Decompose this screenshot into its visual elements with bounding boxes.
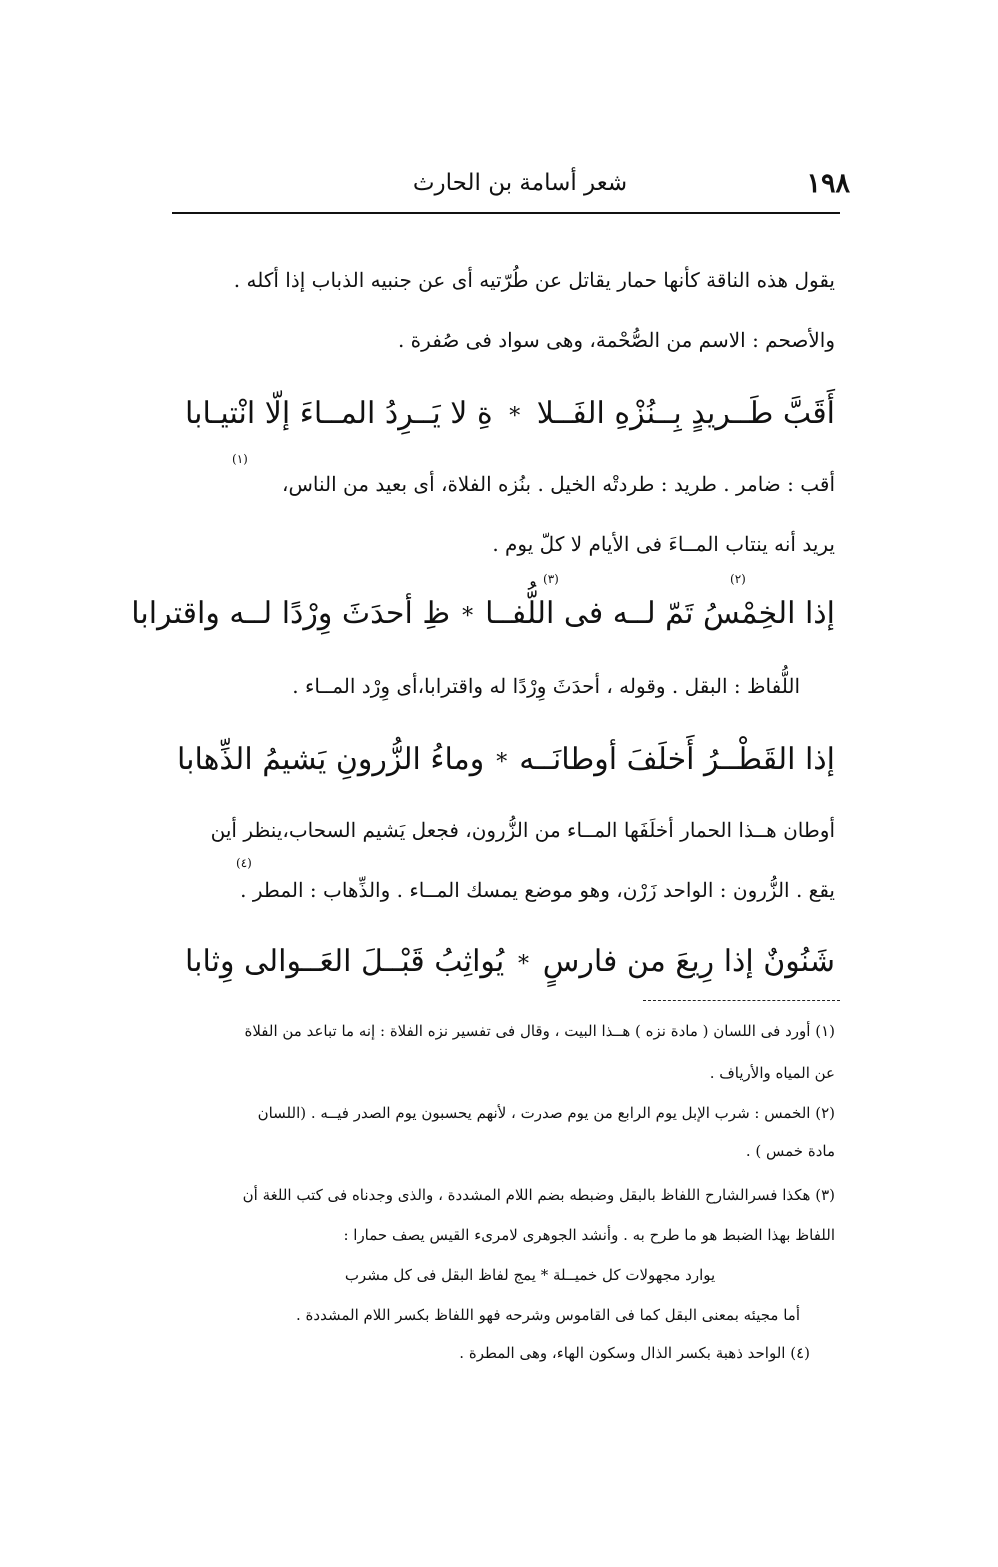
- commentary-line-3: أقب : ضامر . طريد : طردتْه الخيل . بنُزه الفلاة، أى بعيد من الناس،: [282, 472, 835, 496]
- footnote-3-line-1: (٣) هكذا فسرالشارح اللفاظ بالبقل وضبطه بضم اللام المشددة ، والذى وجدناه فى كتب اللغة أن: [242, 1186, 835, 1204]
- commentary-line-1: يقول هذه الناقة كأنها حمار يقاتل عن طُرّتيه أى عن جنبيه الذباب إذا أكله .: [233, 268, 835, 292]
- verse-separator: *: [462, 604, 474, 629]
- verse-1: [185, 396, 835, 431]
- header-rule: [172, 212, 840, 214]
- commentary-line-5: اللُّفاظ : البقل . وقوله ، أحدَثَ وِرْدًا له واقترابا،أى وِرْد المــاء .: [292, 674, 800, 698]
- footnote-1-line-2: عن المياه والأرياف .: [709, 1064, 835, 1082]
- note-mark-1: (١): [232, 452, 248, 466]
- footnote-2-line-1: (٢) الخمس : شرب الإبل يوم الرابع من يوم صدرت ، لأنهم يحسبون يوم الصدر فيــه . (اللسان: [257, 1104, 835, 1122]
- verse-separator: *: [509, 404, 521, 429]
- page-number: ١٩٨: [806, 168, 850, 199]
- verse-2-first-hemistich: إذا الخِمْسُ تَمّ لــه فى اللُّفــا: [485, 596, 835, 631]
- verse-3-first-hemistich: إذا القَطْــرُ أَخلَفَ أوطانَــه: [519, 742, 835, 777]
- commentary-line-2: والأصحم : الاسم من الصُّحْمة، وهى سواد فى صُفرة .: [397, 328, 835, 352]
- footnote-2-line-2: مادة خمس ) .: [745, 1142, 835, 1160]
- verse-1-first-hemistich: أَقَبَّ طَــريدٍ بِــنُزْهِ الفَــلا: [536, 396, 835, 431]
- verse-2-second-hemistich: ظِ أحدَثَ وِرْدًا لــه واقترابا: [131, 596, 451, 631]
- footnote-3-verse: يوارد مجهولات كل خميــلة * يمج لفاظ البقل فى كل مشرب: [344, 1266, 716, 1284]
- commentary-line-6: أوطان هــذا الحمار أخلَفَها المــاء من الزُّرون، فجعل يَشيم السحاب،ينظر أين: [210, 818, 835, 842]
- note-mark-3: (٣): [543, 572, 559, 586]
- commentary-line-7: يقع . الزُّرون : الواحد زَرْن، وهو موضع يمسك المــاء . والذِّهاب : المطر .: [240, 878, 835, 902]
- verse-separator: *: [518, 952, 530, 977]
- note-mark-4: (٤): [236, 856, 252, 870]
- commentary-line-4: يريد أنه ينتاب المــاءَ فى الأيام لا كلّ يوم .: [492, 532, 835, 556]
- footnote-3-line-3: أما مجيئه بمعنى البقل كما فى القاموس وشرحه فهو اللفاظ بكسر اللام المشددة .: [296, 1306, 800, 1324]
- note-mark-2: (٢): [730, 572, 746, 586]
- verse-4: [185, 944, 835, 979]
- footnote-3-line-2: اللفاظ بهذا الضبط هو ما طرح به . وأنشد الجوهرى لامرىء القيس يصف حمارا :: [343, 1226, 835, 1244]
- footnote-4: (٤) الواحد ذهبة بكسر الذال وسكون الهاء، وهى المطرة .: [459, 1344, 810, 1362]
- footnote-1-line-1: (١) أورد فى اللسان ( مادة نزه ) هــذا البيت ، وقال فى تفسير نزه الفلاة : إنه ما تباعد من الفلاة: [244, 1022, 835, 1040]
- verse-3-second-hemistich: وماءُ الزُّرونِ يَشيمُ الذِّهابا: [176, 742, 485, 777]
- verse-3: [176, 742, 835, 777]
- verse-4-first-hemistich: شَنُونٌ إذا رِيعَ من فارسٍ: [542, 944, 835, 979]
- verse-separator: *: [496, 750, 508, 775]
- footnote-rule: [643, 1000, 840, 1001]
- verse-1-second-hemistich: ةِ لا يَــرِدُ المــاءَ إلّا انْتيـابا: [185, 396, 493, 431]
- verse-2: [131, 596, 835, 631]
- verse-4-second-hemistich: يُواثِبُ قَبْــلَ العَــوالى وِثابا: [185, 944, 505, 979]
- running-title: شعر أسامة بن الحارث: [412, 170, 628, 196]
